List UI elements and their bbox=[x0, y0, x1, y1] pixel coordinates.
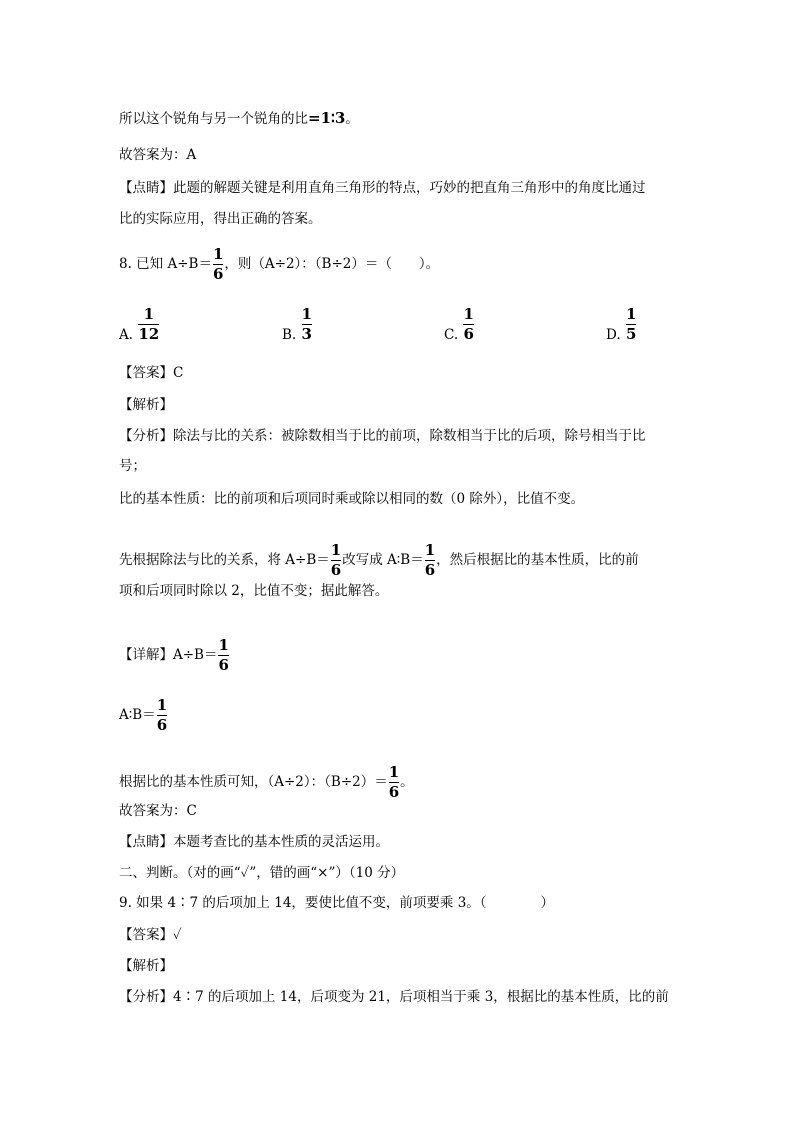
question-8-prefix: 8. 已知 A÷B＝ bbox=[119, 256, 212, 272]
option-b bbox=[282, 306, 313, 343]
option-b-label: B. bbox=[282, 327, 297, 343]
numerator: 1 bbox=[388, 763, 400, 781]
option-d-label: D. bbox=[606, 327, 621, 343]
question-9: 9. 如果 4∶7 的后项加上 14，要使比值不变，前项要乘 3。（ ） bbox=[119, 895, 555, 911]
section-2-heading: 二、判断。（对的画“✓”，错的画“×”）（10 分） bbox=[119, 865, 405, 881]
fenxi-line-2: 比的基本性质：比的前项和后项同时乘或除以相同的数（0 除外），比值不变。 bbox=[119, 491, 585, 507]
numerator: 1 bbox=[330, 541, 342, 559]
numerator: 1 bbox=[301, 305, 312, 323]
numerator: 1 bbox=[212, 245, 224, 263]
period: 。 bbox=[345, 111, 359, 127]
numerator: 1 bbox=[625, 305, 637, 323]
method-middle: 改写成 A∶B＝ bbox=[342, 552, 424, 568]
answer-line-7: 故答案为：A bbox=[119, 147, 197, 163]
ratio-expression: =1∶3 bbox=[308, 109, 346, 127]
denominator: 5 bbox=[625, 325, 637, 343]
option-c bbox=[444, 306, 475, 343]
method-suffix: ，然后根据比的基本性质，比的前 bbox=[436, 552, 639, 568]
method-line-1 bbox=[119, 542, 639, 579]
option-c-fraction bbox=[463, 306, 473, 343]
option-a bbox=[119, 306, 160, 343]
numerator: 1 bbox=[143, 305, 154, 323]
method-prefix: 先根据除法与比的关系，将 A÷B＝ bbox=[119, 552, 330, 568]
dianjing-line-1: 【点睛】此题的解题关键是利用直角三角形的特点，巧妙的把直角三角形中的角度比通过 bbox=[119, 180, 646, 196]
jiexi-heading-9: 【解析】 bbox=[119, 958, 173, 974]
option-d bbox=[606, 306, 637, 343]
answer-line-8b: 故答案为：C bbox=[119, 803, 197, 819]
dianjing-line-8: 【点睛】本题考查比的基本性质的灵活运用。 bbox=[119, 834, 389, 850]
xiangjie-prefix: 【详解】A÷B＝ bbox=[119, 647, 218, 663]
fraction-one-sixth bbox=[218, 637, 228, 674]
fraction-one-sixth bbox=[157, 697, 167, 734]
denominator: 3 bbox=[301, 325, 312, 343]
numerator: 1 bbox=[424, 541, 436, 559]
ratio-line bbox=[119, 697, 168, 734]
conclusion-line-8 bbox=[119, 764, 414, 801]
answer-line-9: 【答案】✓ bbox=[119, 927, 182, 943]
fenxi-line-1b: 号； bbox=[119, 458, 146, 474]
period: 。 bbox=[400, 774, 414, 790]
ratio-prefix: A∶B＝ bbox=[119, 707, 156, 723]
answer-line-8: 【答案】C bbox=[119, 365, 184, 381]
xiangjie-line bbox=[119, 637, 230, 674]
option-c-label: C. bbox=[444, 327, 459, 343]
conclusion-line bbox=[119, 109, 359, 128]
jiexi-heading-8: 【解析】 bbox=[119, 397, 173, 413]
fraction-one-sixth bbox=[331, 542, 341, 579]
denominator: 6 bbox=[330, 561, 342, 579]
conclusion-text: 所以这个锐角与另一个锐角的比 bbox=[119, 111, 308, 127]
numerator: 1 bbox=[463, 305, 474, 323]
numerator: 1 bbox=[156, 696, 168, 714]
denominator: 6 bbox=[212, 265, 224, 283]
fenxi-line-9: 【分析】4∶7 的后项加上 14，后项变为 21，后项相当于乘 3，根据比的基本性质，比的前 bbox=[119, 989, 669, 1005]
fraction-one-sixth bbox=[389, 764, 399, 801]
dianjing-line-2: 比的实际应用，得出正确的答案。 bbox=[119, 211, 322, 227]
option-b-fraction bbox=[302, 306, 312, 343]
denominator: 12 bbox=[138, 325, 160, 343]
question-8 bbox=[119, 246, 439, 283]
fraction-one-sixth bbox=[425, 542, 435, 579]
denominator: 6 bbox=[218, 656, 229, 674]
option-a-fraction bbox=[138, 306, 159, 343]
fenxi-line-1: 【分析】除法与比的关系：被除数相当于比的前项，除数相当于比的后项，除号相当于比 bbox=[119, 428, 646, 444]
denominator: 6 bbox=[156, 716, 168, 734]
option-d-fraction bbox=[626, 306, 636, 343]
denominator: 6 bbox=[388, 783, 400, 801]
fraction-one-sixth bbox=[213, 246, 223, 283]
conclusion-prefix: 根据比的基本性质可知，（A÷2）：（B÷2）＝ bbox=[119, 774, 388, 790]
denominator: 6 bbox=[463, 325, 474, 343]
method-line-2: 项和后项同时除以 2，比值不变；据此解答。 bbox=[119, 583, 389, 599]
denominator: 6 bbox=[424, 561, 436, 579]
numerator: 1 bbox=[218, 636, 229, 654]
option-a-label: A. bbox=[119, 327, 134, 343]
question-8-suffix: ，则（A÷2）：（B÷2）＝（ ）。 bbox=[224, 256, 440, 272]
